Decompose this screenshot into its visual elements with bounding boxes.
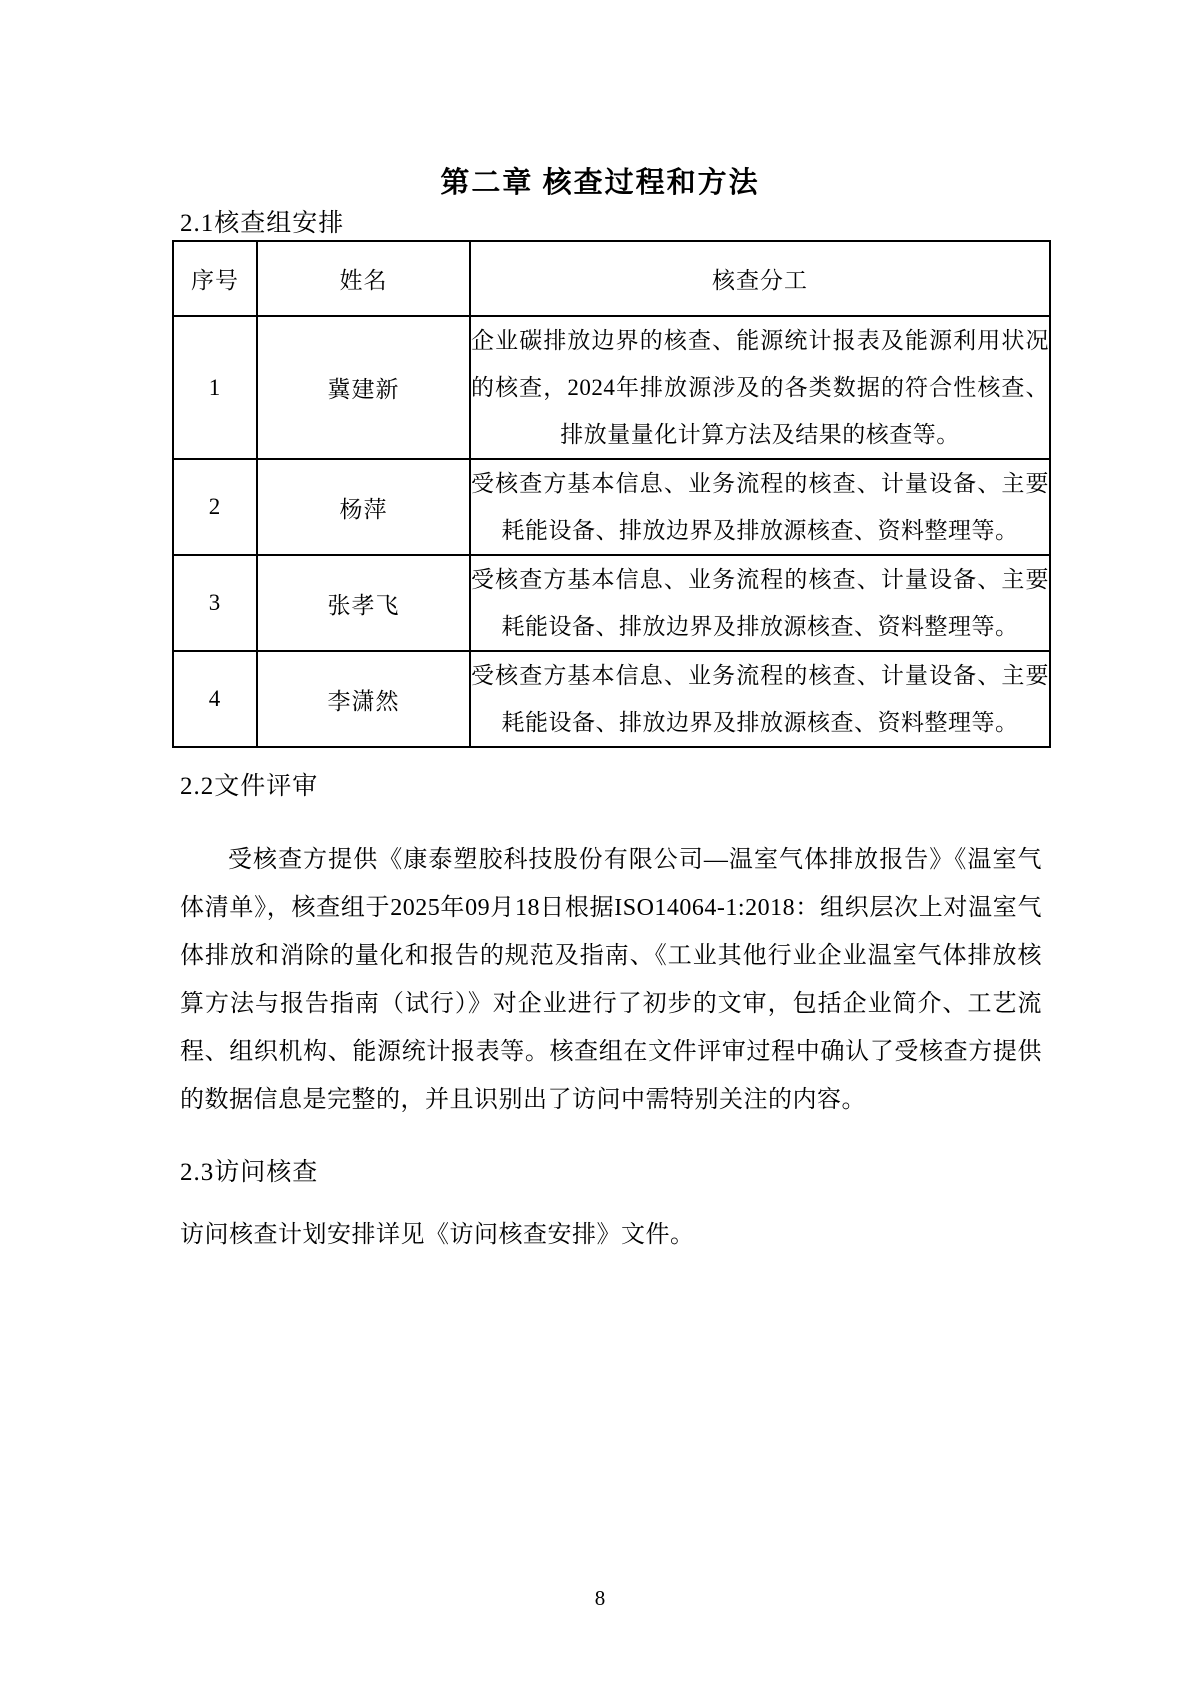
cell-duty: 企业碳排放边界的核查、能源统计报表及能源利用状况的核查，2024年排放源涉及的各类数据的符合性核查、排放量量化计算方法及结果的核查等。 [470, 316, 1050, 459]
chapter-title: 第二章 核查过程和方法 [440, 167, 760, 199]
page-number: 8 [594, 1586, 606, 1610]
header-cell-duty: 核查分工 [470, 241, 1050, 316]
cell-name: 杨萍 [257, 459, 470, 555]
table-row [173, 555, 1050, 651]
cell-name: 张孝飞 [257, 555, 470, 651]
table-row [173, 459, 1050, 555]
cell-no: 3 [173, 555, 257, 651]
visit-verification-paragraph: 访问核查计划安排详见《访问核查安排》文件。 [180, 1222, 695, 1248]
cell-no: 4 [173, 651, 257, 747]
header-cell-no: 序号 [173, 241, 257, 316]
section-heading-2-1: 2.1核查组安排 [180, 210, 345, 237]
cell-name: 李潇然 [257, 651, 470, 747]
header-cell-name: 姓名 [257, 241, 470, 316]
cell-duty: 受核查方基本信息、业务流程的核查、计量设备、主要耗能设备、排放边界及排放源核查、资料整理等。 [470, 651, 1050, 747]
verification-team-table [172, 240, 1051, 748]
document-review-paragraph: 受核查方提供《康泰塑胶科技股份有限公司—温室气体排放报告》《温室气体清单》，核查组于2025年09月18日根据ISO14064-1:2018：组织层次上对温室气体排放和消除的量化和报告的规范及指南、《工业其他行业企业温室气体排放核算方法与报告指南（试行）》对企业进行了初步的文审，包括企业简介、工艺流程、组织机构、能源统计报表等。核查组在文件评审过程中确认了受核查方提供的数据信息是完整的，并且识别出了访问中需特别关注的内容。 [180, 847, 1042, 1113]
cell-no: 2 [173, 459, 257, 555]
table-header-row [173, 241, 1050, 316]
table-row [173, 651, 1050, 747]
cell-no: 1 [173, 316, 257, 459]
cell-duty: 受核查方基本信息、业务流程的核查、计量设备、主要耗能设备、排放边界及排放源核查、资料整理等。 [470, 555, 1050, 651]
section-heading-2-2: 2.2文件评审 [180, 773, 319, 800]
section-heading-2-3: 2.3访问核查 [180, 1159, 319, 1186]
cell-name: 冀建新 [257, 316, 470, 459]
table-row [173, 316, 1050, 459]
cell-duty: 受核查方基本信息、业务流程的核查、计量设备、主要耗能设备、排放边界及排放源核查、资料整理等。 [470, 459, 1050, 555]
